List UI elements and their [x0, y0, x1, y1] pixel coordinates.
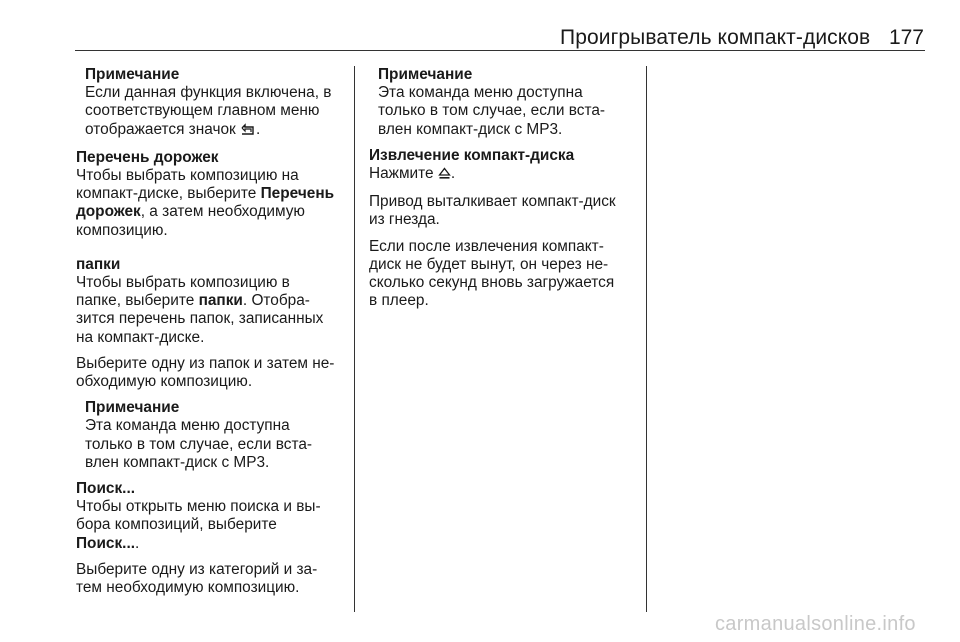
body-text: Выберите одну из папок и затем не-: [76, 354, 335, 372]
note-block: [378, 66, 634, 139]
note-block: [85, 66, 346, 141]
body-text: обходимую композицию.: [76, 373, 253, 391]
menu-item-folders: папки: [198, 292, 243, 310]
note-text-line: Если данная функция включена, в: [85, 84, 332, 102]
note-text-line: Эта команда меню доступна: [85, 417, 290, 435]
note-heading: Примечание: [85, 399, 180, 417]
body-text: на компакт-диске.: [76, 328, 205, 346]
note-text-line: влен компакт-диск с МР3.: [85, 453, 270, 471]
note-block: [85, 399, 346, 472]
eject-icon: [438, 167, 451, 185]
left-column: [76, 66, 346, 597]
header-divider: [75, 50, 925, 51]
body-text: диск не будет вынут, он через не-: [369, 255, 609, 273]
section-heading-tracks: Перечень дорожек: [76, 148, 219, 166]
body-text: сколько секунд вновь загружается: [369, 274, 615, 292]
return-arrow-icon: [240, 123, 256, 141]
section-heading-search: Поиск...: [76, 480, 136, 498]
body-text: бора композиций, выберите: [76, 516, 277, 534]
body-text: Нажмите .: [369, 165, 634, 185]
note-text-line: соответствующем главном меню: [85, 102, 320, 120]
body-text: зится перечень папок, записанных: [76, 310, 324, 328]
note-text-line: только в том случае, если вста-: [378, 102, 606, 120]
body-text: дорожек, а затем необходимую: [76, 203, 305, 221]
body-text: композицию.: [76, 221, 168, 239]
body-text: Привод выталкивает компакт-диск: [369, 193, 616, 211]
menu-item-track-list: Перечень: [260, 185, 335, 203]
section-heading-folders: папки: [76, 255, 121, 273]
body-text: Поиск....: [76, 534, 140, 552]
menu-item-search: Поиск...: [76, 534, 136, 552]
page-number: 177: [888, 26, 924, 49]
body-text: в плеер.: [369, 292, 429, 310]
body-text: Выберите одну из категорий и за-: [76, 560, 318, 578]
note-text-line: только в том случае, если вста-: [85, 435, 313, 453]
body-text: папке, выберите папки. Отобра-: [76, 292, 310, 310]
watermark: carmanualsonline.info: [715, 613, 916, 635]
body-text: тем необходимую композицию.: [76, 579, 300, 597]
note-text-line: Эта команда меню доступна: [378, 84, 583, 102]
middle-column: [369, 66, 634, 310]
page-title: Проигрыватель компакт-дисков: [560, 26, 871, 49]
column-divider-left: [354, 66, 355, 612]
section-heading-eject: Извлечение компакт-диска: [369, 146, 575, 164]
body-text: из гнезда.: [369, 211, 440, 229]
body-text: Чтобы выбрать композицию в: [76, 274, 290, 292]
body-text: компакт-диске, выберите Перечень: [76, 185, 335, 203]
body-text: Чтобы открыть меню поиска и вы-: [76, 498, 321, 516]
note-text-line: влен компакт-диск с МР3.: [378, 120, 563, 138]
body-text: Чтобы выбрать композицию на: [76, 167, 299, 185]
note-heading: Примечание: [378, 66, 473, 83]
body-text: Если после извлечения компакт-: [369, 237, 604, 255]
note-heading: Примечание: [85, 66, 180, 83]
note-text-line: отображается значок .: [85, 121, 346, 141]
column-divider-right: [646, 66, 647, 612]
